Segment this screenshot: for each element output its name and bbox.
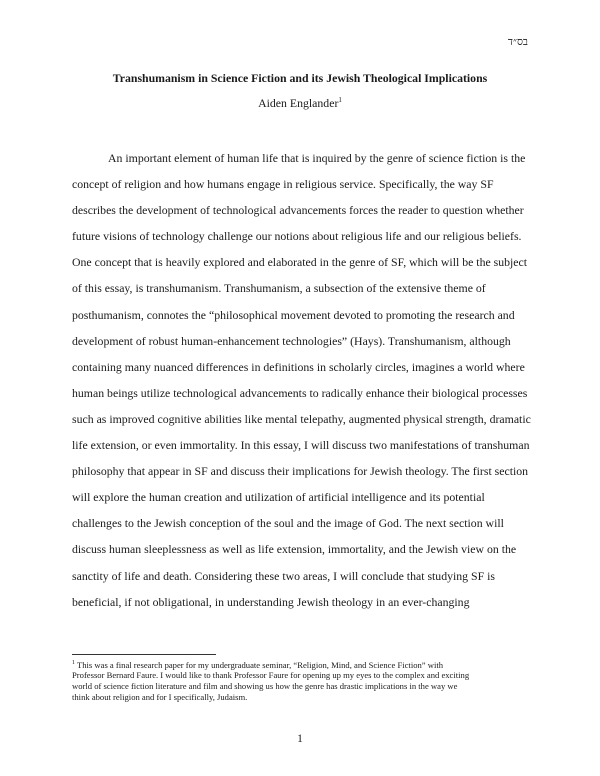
body-line: philosophy that appear in SF and discuss their implications for Jewish theology. The first section — [72, 464, 529, 479]
body-line: posthumanism, connotes the “philosophical movement devoted to promoting the research and — [72, 307, 515, 322]
body-line: describes the development of technological advancements forces the reader to question whether — [72, 203, 524, 218]
body-line: beneficial, if not obligational, in understanding Jewish theology in an ever-changing — [72, 594, 470, 609]
body-line: One concept that is heavily explored and elaborated in the genre of SF, which will be the subject — [72, 255, 528, 270]
footnote-line: Professor Bernard Faure. I would like to thank Professor Faure for opening up my eyes to the complex and exciting — [72, 670, 470, 681]
header-mark: בס״ד — [507, 37, 528, 48]
author-footnote-ref: 1 — [338, 96, 342, 105]
footnote-line: world of science fiction literature and film and showing us how the genre has drastic implications in the way we — [72, 681, 458, 692]
footnote-marker: 1 — [72, 660, 75, 666]
body-line: human beings utilize technological advancements to radically enhance their biological processes — [72, 385, 528, 400]
body-line: challenges to the Jewish conception of the soul and the image of God. The next section will — [72, 516, 504, 531]
body-line: future visions of technology challenge our notions about religious life and our religious beliefs. — [72, 229, 522, 244]
body-line: development of robust human-enhancement technologies” (Hays). Transhumanism, although — [72, 333, 511, 348]
body-line: life extension, or even immortality. In this essay, I will discuss two manifestations of transhuman — [72, 438, 530, 453]
footnote-line: think about religion and for I specifically, Judaism. — [72, 691, 248, 702]
author-name: Aiden Englander — [258, 96, 339, 110]
page-number: 1 — [297, 733, 303, 745]
footnote-line: $^1$ This was a final research paper for my undergraduate seminar, “Religion, Mind, and Science Fiction” with — [72, 659, 444, 670]
body-line: sanctity of life and death. Considering these two areas, I will conclude that studying SF is — [72, 568, 495, 583]
body-line: will explore the human creation and utilization of artificial intelligence and its potential — [72, 490, 485, 505]
body-text — [72, 150, 531, 620]
body-line: An important element of human life that is inquired by the genre of science fiction is the — [108, 151, 526, 165]
footnote-separator — [72, 654, 216, 655]
body-line: discuss human sleeplessness as well as life extension, immortality, and the Jewish view on the — [72, 542, 517, 557]
paper-title: Transhumanism in Science Fiction and its Jewish Theological Implications — [112, 71, 488, 85]
footnote — [72, 658, 528, 702]
author-line — [0, 96, 600, 111]
body-line: such as improved cognitive abilities like mental telepathy, augmented physical strength, dramatic — [72, 411, 531, 426]
body-line: of this essay, is transhumanism. Transhumanism, a subsection of the extensive theme of — [72, 281, 486, 296]
body-line: containing many nuanced differences in definitions in scholarly circles, imagines a world where — [72, 359, 525, 374]
body-line: concept of religion and how humans engage in religious service. Specifically, the way SF — [72, 177, 494, 192]
